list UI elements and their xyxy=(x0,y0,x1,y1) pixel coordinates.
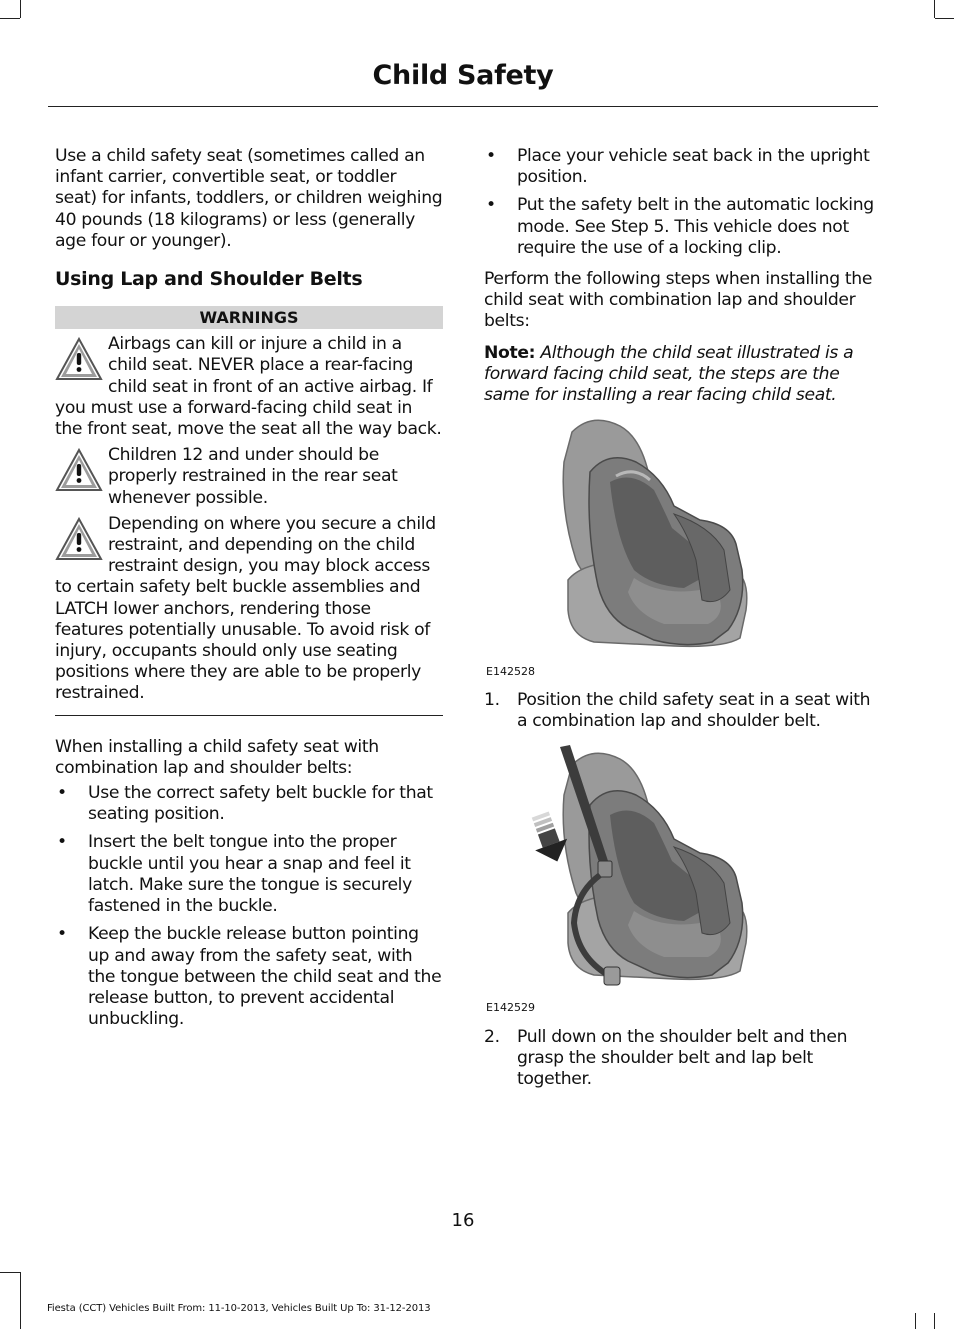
note-paragraph xyxy=(484,343,874,407)
installing-bullet-list xyxy=(55,783,443,1030)
child-seat-belt-illustration xyxy=(524,743,764,1003)
figure-child-seat-belt xyxy=(484,739,874,1019)
list-item xyxy=(55,924,443,1030)
crop-mark xyxy=(20,1272,21,1329)
figure-id: E142529 xyxy=(486,1001,535,1015)
crop-mark xyxy=(934,0,935,18)
step-number: 1. xyxy=(484,690,500,711)
figure-child-seat xyxy=(484,410,874,682)
step-item xyxy=(484,1027,874,1091)
warning-item xyxy=(55,334,443,440)
preparation-bullet-list xyxy=(484,146,874,259)
list-item xyxy=(484,195,874,259)
right-column xyxy=(484,146,874,1090)
child-seat-illustration xyxy=(524,410,764,660)
page-number: 16 xyxy=(451,1210,475,1231)
crop-mark xyxy=(20,0,21,18)
list-item-text: Place your vehicle seat back in the upright position. xyxy=(517,146,870,188)
left-column xyxy=(55,146,443,1037)
note-label: Note: xyxy=(484,342,536,363)
step-item xyxy=(484,690,874,732)
step-number: 2. xyxy=(484,1026,500,1047)
note-text: Although the child seat illustrated is a forward facing child seat, the steps are the same for installing a rear facing child seat. xyxy=(484,342,854,406)
title-divider xyxy=(48,106,878,107)
step-2 xyxy=(484,1027,874,1091)
list-item xyxy=(55,832,443,917)
figure-id: E142528 xyxy=(486,665,535,679)
warning-item xyxy=(55,514,443,705)
crop-mark xyxy=(935,18,954,19)
list-item-text: Insert the belt tongue into the proper buckle until you hear a snap and feel it latch. Make sure the tongue is securely fastened in the buckle. xyxy=(88,832,412,917)
list-item-text: Use the correct safety belt buckle for that seating position. xyxy=(88,783,433,825)
crop-mark xyxy=(0,1272,20,1273)
warning-text: Depending on where you secure a child restraint, and depending on the child restraint design, you may block access to certain safety belt buckle assemblies and LATCH lower anchors, rendering those features potentially unusable. To avoid risk of injury, occupants should only use seating positions where they are able to be properly restrained. xyxy=(55,513,436,704)
list-item-text: Put the safety belt in the automatic locking mode. See Step 5. This vehicle does not require the use of a locking clip. xyxy=(517,195,874,258)
step-text: Position the child safety seat in a seat with a combination lap and shoulder belt. xyxy=(517,690,871,732)
warning-triangle-icon xyxy=(55,447,103,495)
page-title: Child Safety xyxy=(372,60,554,91)
list-item-text: Keep the buckle release button pointing up and away from the safety seat, with the tongue between the child seat and the release button, to prevent accidental unbuckling. xyxy=(88,924,442,1030)
crop-mark xyxy=(0,18,20,19)
warning-text: Airbags can kill or injure a child in a child seat. NEVER place a rear-facing child seat in front of an active airbag. If you must use a forward-facing child seat in the front seat, move the seat all the way back. xyxy=(55,334,442,440)
warning-triangle-icon xyxy=(55,516,103,564)
intro-paragraph: Use a child safety seat (sometimes called an infant carrier, convertible seat, or toddler seat) for infants, toddlers, or children weighing 40 pounds (18 kilograms) or less (generally age four or younger). xyxy=(55,146,443,251)
step-text: Pull down on the shoulder belt and then grasp the shoulder belt and lap belt together. xyxy=(517,1026,848,1090)
warnings-header: WARNINGS xyxy=(55,306,443,329)
crop-mark xyxy=(934,1313,935,1329)
list-item xyxy=(484,146,874,188)
installing-intro: When installing a child safety seat with combination lap and shoulder belts: xyxy=(55,736,379,778)
list-item xyxy=(55,783,443,825)
bullet-marker: • xyxy=(57,832,67,853)
bullet-marker: • xyxy=(486,195,496,216)
warning-item xyxy=(55,445,443,509)
step-1 xyxy=(484,690,874,732)
bullet-marker: • xyxy=(57,924,67,945)
warning-triangle-icon xyxy=(55,336,103,384)
warning-text: Children 12 and under should be properly restrained in the rear seat whenever possible. xyxy=(108,445,398,508)
bullet-marker: • xyxy=(57,783,67,804)
crop-mark xyxy=(915,1313,916,1329)
bullet-marker: • xyxy=(486,146,496,166)
perform-steps-paragraph: Perform the following steps when installing the child seat with combination lap and shoulder belts: xyxy=(484,269,873,332)
section-heading: Using Lap and Shoulder Belts xyxy=(55,268,363,291)
warnings-end-divider xyxy=(55,715,443,716)
page-footer: Fiesta (CCT) Vehicles Built From: 11-10-2013, Vehicles Built Up To: 31-12-2013 xyxy=(47,1303,431,1314)
